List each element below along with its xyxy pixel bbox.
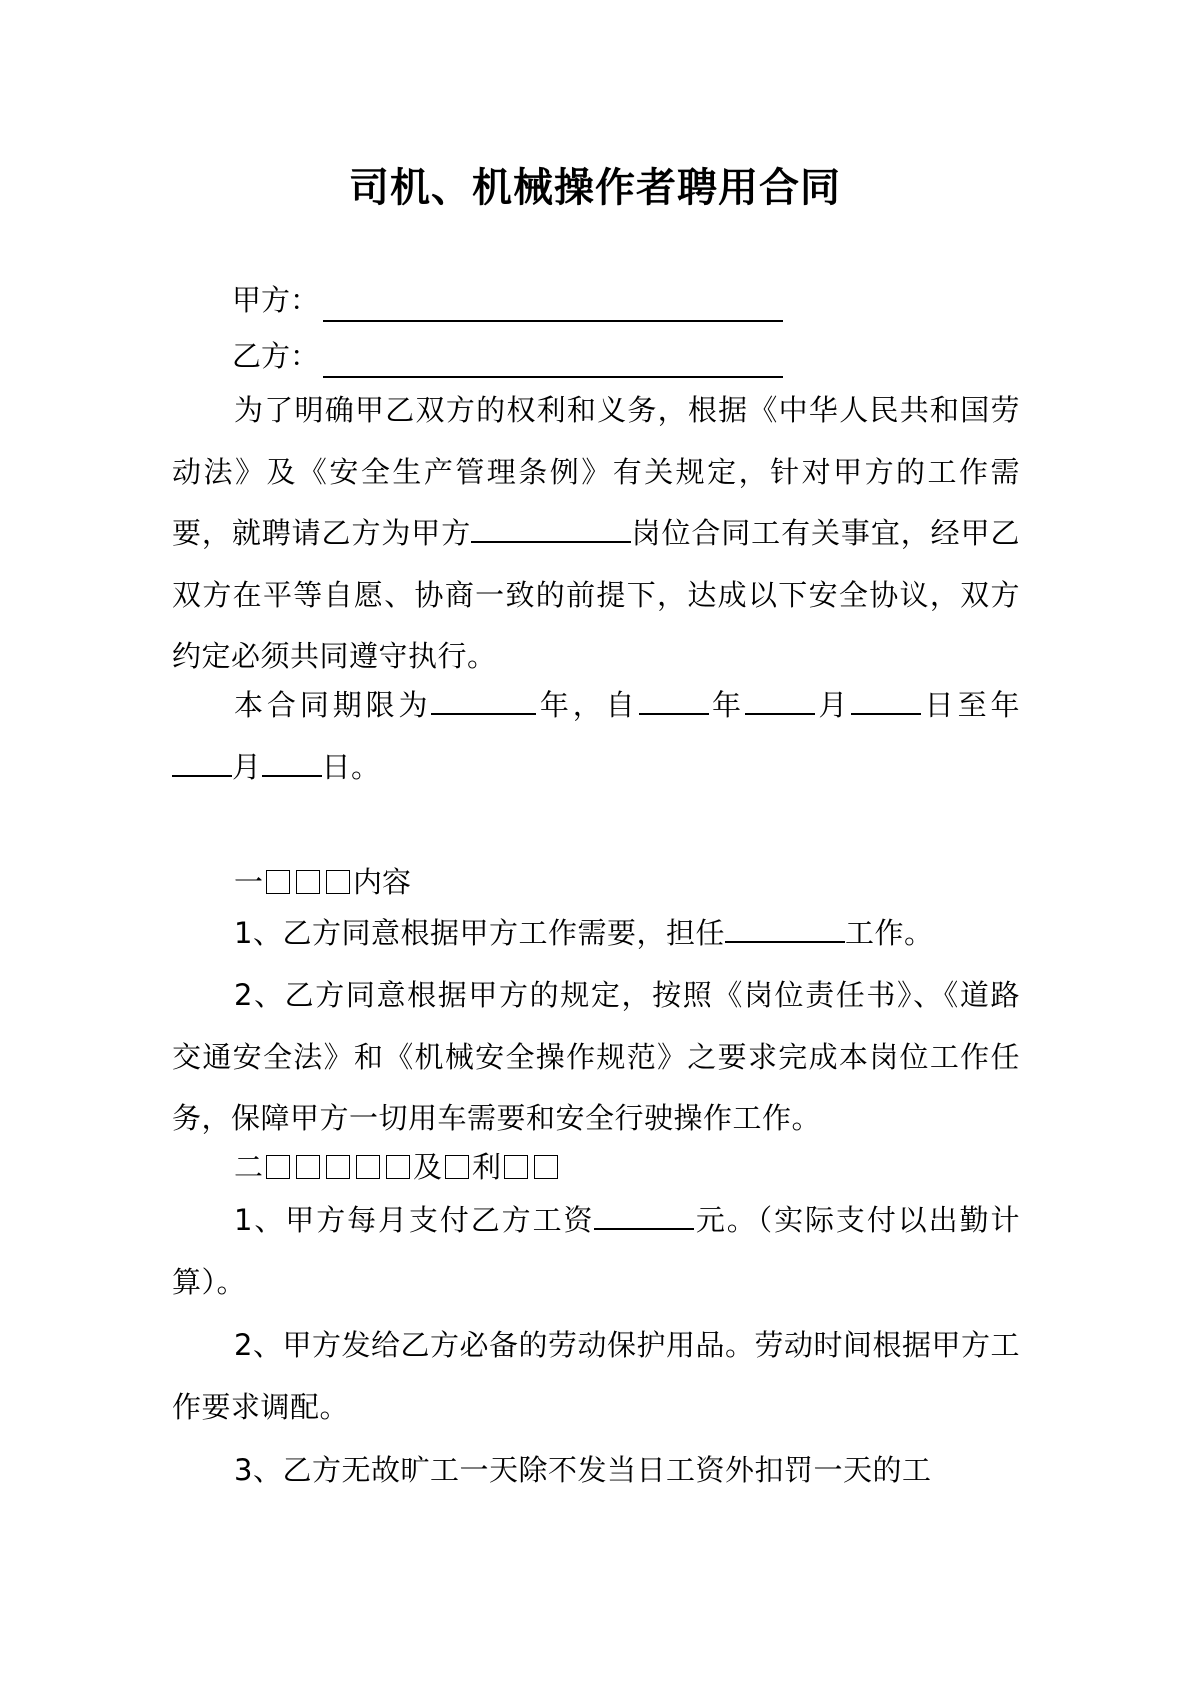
term-t6: 年 — [990, 688, 1020, 722]
term-t2: 年，自 — [536, 688, 639, 722]
job-blank — [725, 915, 845, 943]
section2-item3: 3、乙方无故旷工一天除不发当日工资外扣罚一天的工 — [234, 1453, 932, 1487]
missing-glyph-box — [356, 1155, 380, 1179]
term-t8: 日。 — [321, 749, 381, 784]
missing-glyph-box — [386, 1155, 410, 1179]
section1-item2: 2、乙方同意根据甲方的规定，按照《岗位责任书》、《道路交通安全法》和《机械安全操作规范》之要求完成本岗位工作任务，保障甲方一切用车需要和安全行驶操作工作。 — [172, 978, 1020, 1135]
start-day-blank — [851, 687, 921, 715]
missing-glyph-box — [296, 870, 320, 894]
start-year-blank — [639, 687, 709, 715]
term-t7: 月 — [232, 749, 262, 784]
section1-heading — [234, 860, 411, 904]
missing-glyph-box — [266, 1155, 290, 1179]
missing-glyph-box — [296, 1155, 320, 1179]
term-years-blank — [431, 687, 536, 715]
end-day-blank — [262, 749, 322, 777]
party-a-line — [232, 278, 783, 322]
party-b-line — [232, 334, 783, 378]
section2-item1 — [172, 1190, 1020, 1313]
missing-glyph-box — [504, 1155, 528, 1179]
missing-glyph-box — [445, 1155, 469, 1179]
section2-mid2: 利 — [472, 1150, 502, 1184]
intro-part2: 岗位合同工有关事宜，经甲乙双方在平等自愿、协商一致的前提下，达成以下安全协议，双方约定必须共同遵守执行。 — [172, 516, 1020, 673]
term-t5: 日至 — [921, 688, 991, 722]
missing-glyph-box — [326, 1155, 350, 1179]
section2-item2: 2、甲方发给乙方必备的劳动保护用品。劳动时间根据甲方工作要求调配。 — [172, 1328, 1020, 1424]
term-t3: 年 — [708, 688, 745, 722]
intro-paragraph — [172, 380, 1020, 688]
salary-blank — [594, 1202, 694, 1230]
end-month-blank — [172, 749, 232, 777]
term-t1: 本合同期限为 — [234, 688, 432, 722]
party-a-blank — [323, 290, 783, 322]
missing-glyph-box — [326, 870, 350, 894]
section2-prefix: 二 — [234, 1150, 264, 1184]
section2-item1-a: 1、甲方每月支付乙方工资 — [234, 1203, 595, 1237]
section1-item1-b: 工作。 — [844, 916, 934, 950]
section2-heading — [234, 1145, 561, 1189]
party-b-blank — [323, 346, 783, 378]
section1-suffix: 内容 — [353, 865, 412, 899]
section2-mid: 及 — [413, 1150, 443, 1184]
section1-prefix: 一 — [234, 865, 264, 899]
position-blank — [471, 515, 631, 543]
page-title: 司机、机械操作者聘用合同 — [349, 165, 841, 211]
section2-item1-b: 元。（实际支付以出勤计算）。 — [172, 1203, 1020, 1299]
term-t4: 月 — [814, 688, 852, 722]
missing-glyph-box — [534, 1155, 558, 1179]
missing-glyph-box — [266, 870, 290, 894]
section1-item1 — [172, 903, 1020, 965]
start-month-blank — [745, 687, 815, 715]
section1-item1-a: 1、乙方同意根据甲方工作需要，担任 — [234, 916, 725, 950]
term-paragraph — [172, 675, 1020, 798]
party-b-label: 乙方： — [232, 339, 320, 373]
party-a-label: 甲方： — [232, 283, 320, 317]
intro-part1: 为了明确甲乙双方的权利和义务，根据《中华人民共和国劳动法》及《安全生产管理条例》有关规定，针对甲方的工作需要，就聘请乙方为甲方 — [172, 393, 1020, 550]
